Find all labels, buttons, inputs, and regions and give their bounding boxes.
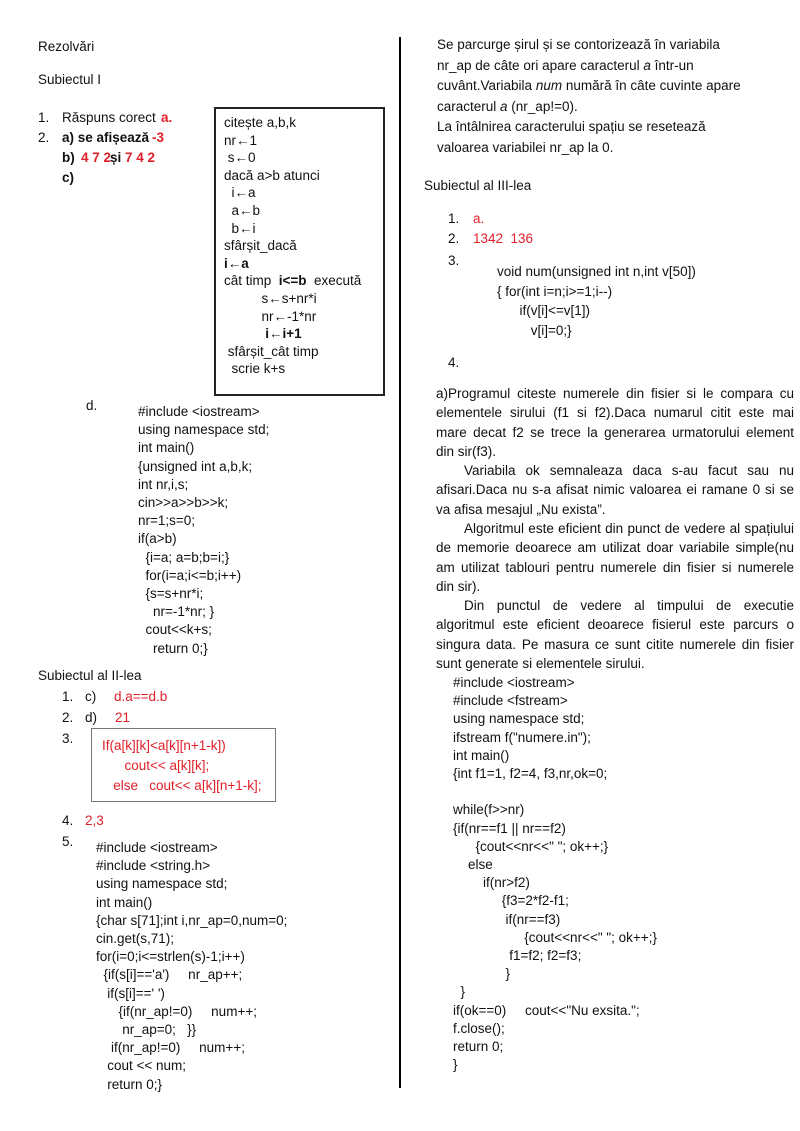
- subiect2-heading: Subiectul al II-lea: [38, 668, 142, 683]
- code-line: using namespace std;: [453, 711, 585, 727]
- s3-item1-num: 1.: [448, 211, 460, 226]
- code-line: cin.get(s,71);: [96, 931, 175, 946]
- s2-item2-answer: 21: [115, 710, 131, 725]
- code-line: If(a[k][k]<a[k][n+1-k]): [102, 738, 226, 753]
- s1-item2c-label: c): [62, 170, 75, 185]
- code-line: nr_ap=0; }}: [96, 1022, 197, 1037]
- code-line: citește a,b,k: [224, 115, 297, 130]
- code-line: cât timp i<=b execută: [224, 273, 362, 289]
- code-line: {char s[71];int i,nr_ap=0,num=0;: [96, 912, 288, 928]
- s2-item1-option: c): [85, 689, 97, 704]
- code-line: using namespace std;: [138, 422, 270, 438]
- code-line: #include <iostream>: [453, 675, 575, 690]
- code-line: cout<< a[k][k];: [102, 758, 210, 773]
- s1-item2b-label: b): [62, 150, 75, 165]
- code-line: if(nr==f3): [453, 911, 561, 927]
- code-line: {f3=2*f2-f1;: [453, 893, 569, 909]
- code-line: for(i=a;i<=b;i++): [138, 567, 242, 583]
- code-line: v[i]=0;}: [497, 322, 572, 338]
- code-line: int nr,i,s;: [138, 476, 189, 492]
- code-line: s←0: [224, 150, 256, 166]
- code-line: else: [453, 857, 493, 872]
- code-line: nr←1: [224, 132, 258, 148]
- s3-item3-num: 3.: [448, 253, 460, 268]
- code-line: #include <iostream>: [138, 404, 260, 419]
- code-line: cout << num;: [96, 1058, 187, 1074]
- s2-item2-option: d): [85, 710, 98, 725]
- code-line: using namespace std;: [96, 876, 228, 892]
- code-line: nr←-1*nr: [224, 308, 317, 324]
- s1-item2b-answer1: 4 7 2: [81, 150, 112, 165]
- s1-item1-num: 1.: [38, 110, 50, 125]
- code-line: {if(nr_ap!=0) num++;: [96, 1003, 257, 1019]
- code-line: return 0;}: [138, 640, 208, 656]
- s1-item2-num: 2.: [38, 130, 50, 145]
- code-line: }: [453, 984, 466, 1000]
- loop-condition: i<=b: [278, 273, 307, 289]
- code-line: for(i=0;i<=strlen(s)-1;i++): [96, 949, 245, 965]
- code-line: return 0;: [453, 1039, 504, 1054]
- code-line: if(ok==0) cout<<"Nu exsita.";: [453, 1002, 640, 1018]
- explanation-line: La întâlnirea caracterului spațiu se resetează: [437, 119, 706, 134]
- code-line: #include <iostream>: [96, 840, 218, 855]
- code-line: else cout<< a[k][n+1-k];: [102, 778, 262, 793]
- code-line: int main(): [138, 440, 195, 456]
- explanation-line: nr_ap de câte ori apare caracterul a într-un: [437, 57, 694, 73]
- subiect1-heading: Subiectul I: [38, 72, 102, 87]
- variable-name: a: [643, 57, 651, 73]
- s1-item1-label: Răspuns corect: [62, 110, 156, 125]
- s2-item2-num: 2.: [62, 710, 74, 725]
- variable-name: a: [500, 98, 508, 114]
- code-line: #include <string.h>: [96, 858, 211, 874]
- s1-item-d-label: d.: [86, 398, 98, 413]
- code-line: {i=a; a=b;b=i;}: [138, 549, 230, 565]
- code-line: if(nr_ap!=0) num++;: [96, 1040, 245, 1056]
- s2-item4-answer: 2,3: [85, 813, 104, 828]
- explanation-line: cuvânt.Variabila num numără în câte cuvinte apare: [437, 78, 741, 93]
- explanation-line: valoarea variabilei nr_ap la 0.: [437, 139, 614, 155]
- variable-name: num: [535, 78, 563, 93]
- code-line: int main(): [453, 747, 510, 763]
- code-line: int main(): [96, 894, 153, 910]
- code-line: scrie k+s: [224, 361, 286, 377]
- subiect3-heading: Subiectul al III-lea: [424, 178, 532, 193]
- s1-item2a-answer: -3: [152, 130, 165, 145]
- s2-item1-num: 1.: [62, 689, 74, 704]
- explanation-line: caracterul a (nr_ap!=0).: [437, 98, 578, 114]
- code-line: b←i: [224, 220, 256, 236]
- code-line: }: [453, 966, 511, 982]
- code-line: f.close();: [453, 1020, 505, 1036]
- code-line: i←i+1: [224, 326, 302, 342]
- code-line: if(nr>f2): [453, 875, 530, 891]
- code-line: s←s+nr*i: [224, 291, 317, 306]
- code-line: cin>>a>>b>>k;: [138, 495, 229, 510]
- code-line: if(v[i]<=v[1]): [497, 303, 591, 318]
- s3-item2-answer: 1342 136: [473, 231, 534, 246]
- code-line: a←b: [224, 203, 261, 218]
- column-divider: [399, 37, 401, 1088]
- s2-item1-answer: d.a==d.b: [114, 689, 168, 704]
- code-line: nr=1;s=0;: [138, 513, 196, 529]
- code-line: dacă a>b atunci: [224, 167, 320, 183]
- code-line: f1=f2; f2=f3;: [453, 948, 582, 963]
- code-line: }: [453, 1057, 458, 1073]
- s2-item5-num: 5.: [62, 834, 74, 849]
- explanation-line: Se parcurge șirul și se contorizează în variabila: [437, 37, 720, 52]
- code-line: i←a: [224, 255, 249, 271]
- code-line: sfârșit_cât timp: [224, 343, 319, 359]
- code-line: {unsigned int a,b,k;: [138, 458, 253, 474]
- s3-item1-answer: a.: [473, 211, 485, 226]
- code-line: {int f1=1, f2=4, f3,nr,ok=0;: [453, 766, 608, 781]
- code-line: { for(int i=n;i>=1;i--): [497, 283, 613, 299]
- s1-item2b-answer2: 7 4 2: [125, 150, 156, 165]
- s2-item4-num: 4.: [62, 813, 74, 828]
- s2-item3-num: 3.: [62, 731, 74, 746]
- explanation-paragraph: a)Programul citeste numerele din fisier si le compara cu elementele sirului (f1 si f2).Daca numarul citit este mai mare decat f2 se trece la generarea urmatorului element din sir(f3).: [436, 386, 794, 460]
- code-line: sfârșit_dacă: [224, 238, 297, 254]
- code-line: {if(nr==f1 || nr==f2): [453, 820, 566, 836]
- s1-item2a-label: a) se afișează: [62, 130, 150, 145]
- code-line: void num(unsigned int n,int v[50]): [497, 264, 696, 279]
- code-line: return 0;}: [96, 1076, 163, 1092]
- code-line: cout<<k+s;: [138, 622, 212, 638]
- code-line: while(f>>nr): [453, 802, 525, 818]
- s3-item4-num: 4.: [448, 355, 460, 370]
- code-line: ifstream f("numere.in");: [453, 729, 591, 745]
- s3-item2-num: 2.: [448, 231, 460, 246]
- code-line: nr=-1*nr; }: [138, 604, 215, 620]
- code-line: if(a>b): [138, 531, 177, 547]
- code-line: {cout<<nr<<" "; ok++;}: [453, 838, 609, 854]
- code-line: {cout<<nr<<" "; ok++;}: [453, 929, 657, 945]
- code-line: i←a: [224, 185, 256, 201]
- explanation-paragraph: Variabila ok semnaleaza daca s-au facut sau nu afisari.Daca nu s-a afisat nimic valoarea ei ramane 0 si se va afisa mesajul „Nu exista”.: [436, 463, 794, 517]
- code-line: #include <fstream>: [453, 693, 568, 709]
- explanation-paragraph: Din punctul de vedere al timpului de executie algoritmul este eficient deoarece fisierul este parcurs o singura data. Pe masura ce sunt citite numerele din fisier sunt generate si elementele sirului.: [436, 598, 794, 672]
- explanation-paragraph: Algoritmul este eficient din punct de vedere al spațiului de memorie deoarece am utilizat doar variabile simple(nu am utilizat tablouri pentru numerele din fisier si numerele din sir).: [436, 521, 794, 595]
- code-line: {s=s+nr*i;: [138, 586, 204, 601]
- code-line: {if(s[i]=='a') nr_ap++;: [96, 967, 243, 983]
- page-title: Rezolvări: [38, 39, 95, 54]
- s1-item2b-sep: și: [110, 150, 122, 165]
- s1-item1-answer: a.: [161, 110, 173, 125]
- code-line: if(s[i]==' '): [96, 985, 165, 1001]
